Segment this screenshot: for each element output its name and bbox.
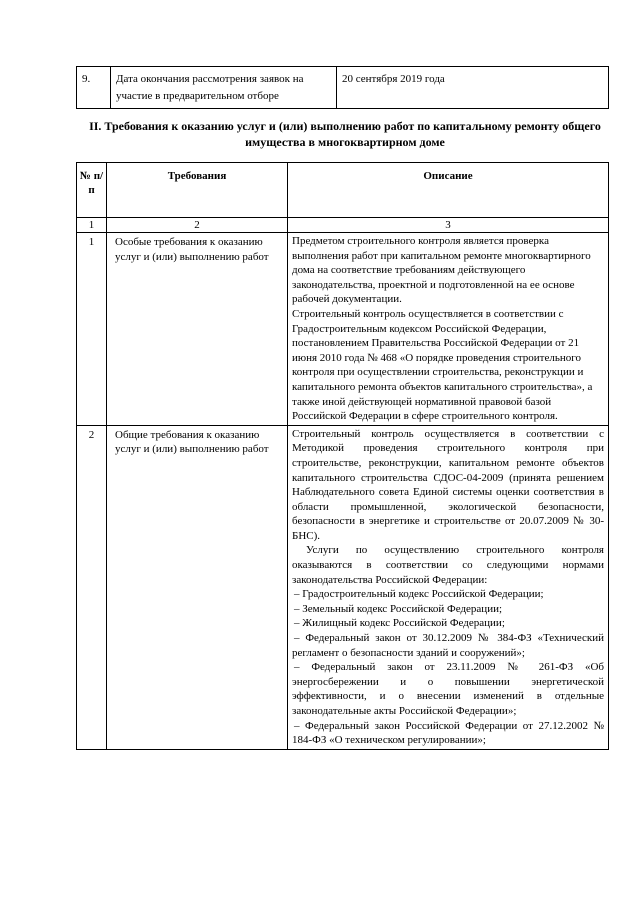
- table-row: [77, 67, 609, 109]
- list-item: – Земельный кодекс Российской Федерации;: [294, 602, 503, 615]
- description-paragraph: Строительный контроль осуществляется в соответствии с Градостроительным кодексом Российской Федерации, постановлением Правительства Российской Федерации от 21 июня 2010 года № 468 «О порядке проведения строительного контроля при осуществлении строительства, реконструкции и капитального ремонта объектов капитального строительства», а также иной действующей нормативной правовой базой Российской Федерации в сфере строительного контроля.: [292, 307, 593, 423]
- description-paragraph: Строительный контроль осуществляется в соответствии с Методикой проведения строительного контроля при строительстве, реконструкции, капитальном ремонте объектов капитального строительства СДОС-04-2009 (принята решением Наблюдательного совета Единой системы оценки соответствия в области промышленной, экологической безопасности, безопасности в энергетике и строительстве от 20.07.2009 № 30-БНС).: [292, 427, 604, 542]
- row-number: 9.: [77, 67, 111, 109]
- top-table: [76, 66, 609, 109]
- list-item: – Жилищный кодекс Российской Федерации;: [294, 617, 505, 630]
- header-description: Описание: [288, 163, 609, 218]
- description-cell: [288, 425, 609, 749]
- description-cell: [288, 233, 609, 426]
- description-paragraph: Предметом строительного контроля является проверка выполнения работ при капитальном ремонте многоквартирного дома на соответствие требованиям действующего законодательства, проектной и подготовленной на ее основе рабочей документации.: [292, 235, 591, 306]
- list-item: – Федеральный закон от 30.12.2009 № 384-ФЗ «Технический регламент о безопасности зданий и сооружений»;: [292, 632, 604, 659]
- list-item: – Федеральный закон Российской Федерации от 27.12.2002 № 184-ФЗ «О техническом регулировании»;: [292, 719, 604, 747]
- table-row: [77, 233, 609, 426]
- section-title: II. Требования к оказанию услуг и (или) выполнению работ по капитальному ремонту общего имущества в многоквартирном доме: [89, 119, 601, 149]
- table-row: [77, 425, 609, 749]
- list-item: – Федеральный закон от 23.11.2009 № 261-ФЗ «Об энергосбережении и о повышении энергетической эффективности, и о внесении изменений в отдельные законодательные акты Российской Федерации»;: [292, 661, 604, 717]
- requirements-table: [76, 162, 609, 750]
- description-paragraph: Услуги по осуществлению строительного контроля оказываются в соответствии со следующими нормами законодательства Российской Федерации:: [292, 544, 604, 586]
- requirement-text: Особые требования к оказанию услуг и (или) выполнению работ: [107, 233, 288, 426]
- list-item: – Градостроительный кодекс Российской Федерации;: [294, 588, 544, 601]
- header-requirements: Требования: [107, 163, 288, 218]
- row-number: 2: [77, 425, 107, 749]
- table-header-row: [77, 163, 609, 218]
- index-row: [77, 218, 609, 233]
- index-cell: 3: [288, 218, 609, 233]
- row-name: Дата окончания рассмотрения заявок на участие в предварительном отборе: [111, 67, 337, 109]
- requirement-text: Общие требования к оказанию услуг и (или) выполнению работ: [107, 425, 288, 749]
- header-num: № п/п: [77, 163, 107, 218]
- index-cell: 2: [107, 218, 288, 233]
- row-number: 1: [77, 233, 107, 426]
- index-cell: 1: [77, 218, 107, 233]
- row-value: 20 сентября 2019 года: [337, 67, 609, 109]
